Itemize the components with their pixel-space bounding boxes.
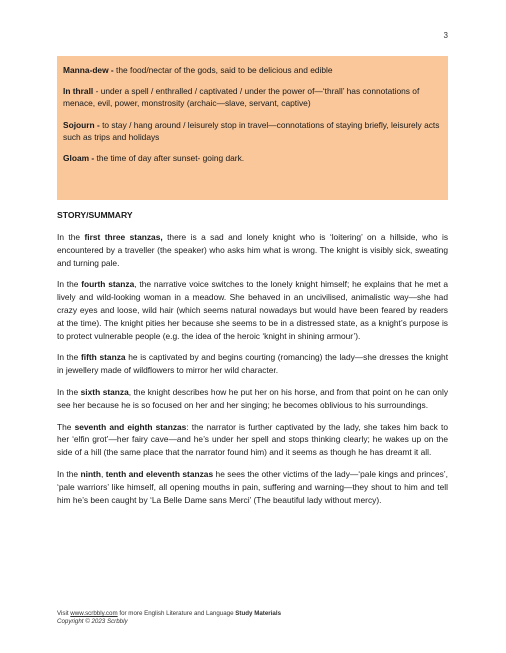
- glossary-definition: to stay / hang around / leisurely stop in travel—connotations of staying briefly, leisurely acts such as trips and holidays: [63, 119, 440, 142]
- page-number: 3: [443, 31, 448, 40]
- footer-text: Visit: [57, 610, 71, 617]
- text-run: In the: [57, 279, 82, 290]
- footer-line: [57, 610, 281, 618]
- section-heading: STORY/SUMMARY: [57, 210, 133, 220]
- summary-paragraph: [57, 386, 448, 412]
- text-run: : the narrator is further captivated by the lady, she takes him back to her ‘elfin grot’—her fairy cave—and he’s under her spell and stops thinking clearly; he wakes up on the side of a hill (the same place that the narrator found him) and it seems as though he has dreamt it all.: [57, 421, 448, 458]
- copyright: Copyright © 2023 Scrbbly: [57, 618, 128, 625]
- text-run: In the: [57, 468, 81, 479]
- glossary-term: Manna-dew -: [63, 65, 114, 75]
- text-run: he sees the other victims of the lady—‘pale kings and princes’, ‘pale warriors’ like himself, all opening mouths in pain, suffering and warning—they shout to him and tell him he’s been caught by ‘La Belle Dame sans Merci’ (The beautiful lady without mercy).: [57, 468, 448, 505]
- emphasis: seventh and eighth stanzas: [74, 421, 187, 432]
- emphasis: fourth stanza: [81, 279, 135, 290]
- text-run: In the: [57, 386, 81, 397]
- glossary-term: Sojourn -: [63, 119, 100, 130]
- text-run: , the knight describes how he put her on his horse, and from that point on he can only see her because he is so focused on her and her singing; he becomes oblivious to his surroundings.: [57, 386, 449, 410]
- glossary-entry: [63, 119, 443, 143]
- website-link[interactable]: www.scrbbly.com: [70, 610, 118, 617]
- glossary-entry: [63, 85, 443, 109]
- emphasis: ninth: [80, 468, 101, 479]
- footer-emphasis: Study Materials: [235, 610, 282, 617]
- summary-paragraph: [57, 231, 448, 269]
- summary-paragraph: [57, 351, 448, 377]
- text-run: he is captivated by and begins courting (romancing) the lady—she dresses the knight in jewellery made of wildflowers to mirror her wild character.: [57, 352, 449, 376]
- summary-paragraph: [57, 468, 448, 506]
- glossary-definition: the food/nectar of the gods, said to be delicious and edible: [113, 65, 333, 75]
- text-run: In the: [57, 352, 81, 363]
- text-run: , the narrative voice switches to the lonely knight himself; he explains that he met a lively and wild-looking woman in a meadow. She behaved in an uncivilised, animalistic way—she had crazy eyes and loose, wild hair (which seems natural nowadays but would have been feared by readers at the time). The knight pities her because she seems to be in a distressed state, as a knight’s purpose is to protect vulnerable people (e.g. the idea of the heroic ‘knight in shining armour’).: [57, 279, 449, 341]
- glossary-term: Gloam -: [63, 153, 95, 164]
- summary-paragraph: [57, 421, 448, 459]
- text-run: In the: [57, 232, 85, 242]
- summary-section: [57, 210, 448, 515]
- emphasis: first three stanzas,: [84, 232, 163, 242]
- glossary-definition: the time of day after sunset- going dark.: [94, 153, 245, 164]
- emphasis: sixth stanza: [80, 386, 129, 397]
- emphasis: tenth and eleventh stanzas: [105, 468, 214, 479]
- text-run: The: [57, 421, 75, 432]
- footer-text: for more English Literature and Language: [117, 610, 236, 617]
- glossary-term: In thrall: [63, 86, 94, 97]
- emphasis: fifth stanza: [80, 352, 126, 363]
- glossary-entry: [63, 152, 443, 164]
- page-footer: [57, 610, 281, 626]
- glossary-box: [57, 56, 448, 200]
- summary-paragraph: [57, 278, 448, 342]
- glossary-entry: [63, 64, 443, 76]
- glossary-definition: - under a spell / enthralled / captivated / under the power of—‘thrall’ has connotations of menace, evil, power, monstrosity (archaic—slave, servant, captive): [63, 86, 420, 109]
- text-run: there is a sad and lonely knight who is ‘loitering’ on a hillside, who is encountered by a traveller (the speaker) who asks him what is wrong. The knight is visibly sick, sweating and turning pale.: [57, 232, 449, 268]
- text-run: ,: [100, 468, 106, 479]
